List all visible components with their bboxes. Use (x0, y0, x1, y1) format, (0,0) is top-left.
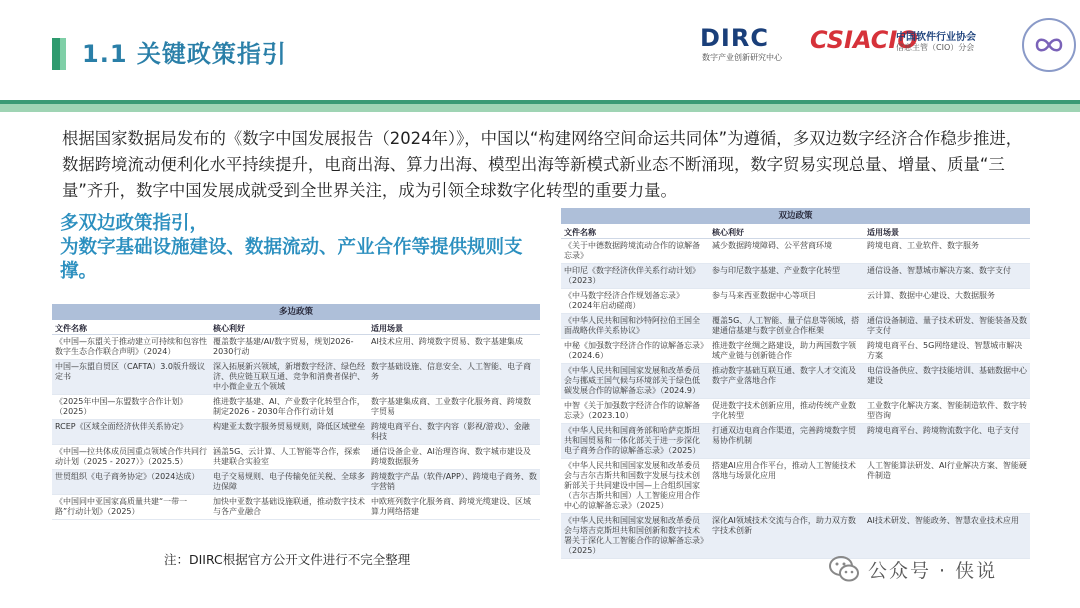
benefit-cell: 覆盖数字基建/AI/数字贸易，规划2026-2030行动 (213, 337, 354, 356)
table-row (52, 395, 540, 420)
bilateral-policy-table (561, 208, 1030, 568)
table-row (561, 264, 1030, 289)
policy-name-cell: 《中国—拉共体成员国重点领域合作共同行动计划（2025 - 2027）》（2025.5） (55, 447, 207, 466)
seal-logo-icon (1022, 18, 1076, 72)
table-row (52, 495, 540, 520)
benefit-cell: 参与印尼数字基建、产业数字化转型 (712, 266, 840, 275)
policy-name-cell: 《中华人民共和国国家发展和改革委员会与塔吉克斯坦共和国创新和数字技术署关于深化人工智能合作的谅解备忘录》（2025） (564, 516, 704, 555)
scenario-cell: AI技术应用、跨境数字贸易、数字基建集成 (371, 337, 523, 346)
policy-name-cell: 《中华人民共和国商务部和哈萨克斯坦共和国贸易和一体化部关于进一步深化电子商务合作的谅解备忘录》（2025） (564, 426, 701, 455)
scenario-cell: 云计算、数据中心建设、大数据服务 (867, 291, 995, 300)
policy-name-cell: 中印尼《数字经济伙伴关系行动计划》（2023） (564, 266, 700, 285)
benefit-cell: 覆盖5G、人工智能、量子信息等领域，搭建通信基建与数字创业合作框架 (712, 316, 860, 335)
title-accent-bar-light (60, 38, 66, 70)
csia-org-name: 中国软件行业协会 (896, 32, 976, 43)
table-body (561, 239, 1030, 559)
table-body (52, 335, 540, 520)
policy-name-cell: 《中国同中亚国家高质量共建“一带一路”行动计划》（2025） (55, 497, 188, 516)
benefit-cell: 深入拓展新兴领域，新增数字经济、绿色经济、供应链互联互通、竞争和消费者保护、中小微企业五个领域 (213, 362, 365, 391)
scenario-cell: 通信设备企业、AI治理咨询、数字城市建设及跨境数据服务 (371, 447, 531, 466)
page-header (0, 0, 1080, 100)
scenario-cell: 工业数字化解决方案、智能制造软件、数字转型咨询 (867, 401, 1027, 420)
table-row (561, 339, 1030, 364)
policy-name-cell: 《关于中德数据跨境流动合作的谅解备忘录》 (564, 241, 700, 260)
dirc-logo-subtitle: 数字产业创新研究中心 (702, 53, 782, 62)
scenario-cell: 数字基础设施、信息安全、人工智能、电子商务 (371, 362, 531, 381)
table-caption: 双边政策 (561, 208, 1030, 224)
intro-paragraph: 根据国家数据局发布的《数字中国发展报告（2024年）》，中国以“构建网络空间命运共同体”为遵循，多双边数字经济合作稳步推进，数据跨境流动便利化水平持续提升，电商出海、算力出海、模型出海等新模式新业态不断涌现，数字贸易实现总量、增量、质量“三量”齐升，数字中国发展成就受到全世界关注，成为引领全球数字化转型的重要力量。 (62, 129, 1023, 200)
policy-name-cell: 中秘《加强数字经济合作的谅解备忘录》（2024.6） (564, 341, 704, 360)
benefit-cell: 推进数字丝绸之路建设，助力两国数字领域产业链与创新链合作 (712, 341, 856, 360)
emphasis-line: 为数字基础设施建设、数据流动、产业合作等提供规则支撑。 (60, 237, 523, 282)
scenario-cell: 人工智能算法研发、AI行业解决方案、智能硬件制造 (867, 461, 1027, 480)
column-header: 适用场景 (867, 228, 899, 237)
benefit-cell: 构建亚太数字服务贸易规则，降低区域壁垒 (213, 422, 365, 431)
source-note: 注：DIIRC根据官方公开文件进行不完全整理 (164, 552, 411, 567)
dirc-logo-text: DIRC (700, 24, 769, 52)
table-row (52, 470, 540, 495)
benefit-cell: 参与马来西亚数据中心等项目 (712, 291, 816, 300)
table-row (561, 399, 1030, 424)
infinity-icon (1034, 36, 1064, 54)
table-header-row (52, 320, 540, 335)
benefit-cell: 电子交易规则、电子传输免征关税、全球多边保障 (213, 472, 365, 491)
scenario-cell: 通信设备、智慧城市解决方案、数字支付 (867, 266, 1011, 275)
csia-logo (810, 24, 1020, 68)
table-caption: 多边政策 (52, 304, 540, 320)
wechat-icon (828, 554, 860, 584)
policy-name-cell: 《2025年中国—东盟数字合作计划》（2025） (55, 397, 188, 416)
table-row (561, 239, 1030, 264)
policy-name-cell: 《中华人民共和国国家发展和改革委员会与挪威王国气候与环境部关于绿色低碳发展合作的谅解备忘录》（2024.9） (564, 366, 700, 395)
title-accent-bar (52, 38, 60, 70)
table-row (561, 514, 1030, 559)
csia-logo-mark: CSIACIO (810, 26, 918, 54)
scenario-cell: 跨境电商平台、5G网络建设、智慧城市解决方案 (867, 341, 1023, 360)
benefit-cell: 加快中亚数字基础设施联通，推动数字技术与各产业融合 (213, 497, 365, 516)
benefit-cell: 搭建AI应用合作平台，推动人工智能技术落地与场景化应用 (712, 461, 856, 480)
table-row (52, 420, 540, 445)
scenario-cell: 通信设备制造、量子技术研发、智能装备及数字支付 (867, 316, 1027, 335)
column-header: 文件名称 (564, 228, 596, 237)
scenario-cell: 跨境电商、工业软件、数字服务 (867, 241, 979, 250)
table-row (561, 364, 1030, 399)
scenario-cell: 跨境电商平台、数字内容（影视/游戏）、金融科技 (371, 422, 530, 441)
table-row (561, 424, 1030, 459)
policy-name-cell: 《中国—东盟关于推动建立可持续和包容性数字生态合作联合声明》（2024） (55, 337, 207, 356)
table-header-row (561, 224, 1030, 239)
benefit-cell: 打通双边电商合作渠道，完善跨境数字贸易协作机制 (712, 426, 856, 445)
policy-name-cell: 《中马数字经济合作规划备忘录》（2024年启动磋商） (564, 291, 684, 310)
table-row (561, 314, 1030, 339)
multilateral-policy-table (52, 304, 540, 540)
scenario-cell: AI技术研发、智能政务、智慧农业技术应用 (867, 516, 1019, 525)
scenario-cell: 电信设备供应、数字技能培训、基础数据中心建设 (867, 366, 1027, 385)
dirc-logo (700, 24, 800, 68)
emphasis-text (60, 212, 540, 284)
scenario-cell: 中欧班列数字化服务商、跨境光缆建设、区域算力网络搭建 (371, 497, 531, 516)
benefit-cell: 涵盖5G、云计算、人工智能等合作，探索共建联合实验室 (213, 447, 361, 466)
benefit-cell: 减少数据跨境障碍、公平营商环境 (712, 241, 832, 250)
scenario-cell: 跨境数字产品（软件/APP）、跨境电子商务、数字营销 (371, 472, 537, 491)
scenario-cell: 数字基建集成商、工业数字化服务商、跨境数字贸易 (371, 397, 531, 416)
benefit-cell: 促进数字技术创新应用，推动传统产业数字化转型 (712, 401, 856, 420)
policy-name-cell: 《中华人民共和国国家发展和改革委员会与吉尔吉斯共和国数字发展与技术创新部关于共同建设中国—上合组织国家（吉尔吉斯共和国）人工智能应用合作中心的谅解备忘录》（2025） (564, 461, 700, 510)
scenario-cell: 跨境电商平台、跨境物流数字化、电子支付 (867, 426, 1019, 435)
column-header: 核心利好 (213, 324, 245, 333)
table-row (561, 289, 1030, 314)
policy-name-cell: 《中华人民共和国和沙特阿拉伯王国全面战略伙伴关系协议》 (564, 316, 700, 335)
column-header: 文件名称 (55, 324, 87, 333)
policy-name-cell: 中智《关于加强数字经济合作的谅解备忘录》（2023.10） (564, 401, 700, 420)
benefit-cell: 推动数字基础互联互通、数字人才交流及数字产业落地合作 (712, 366, 856, 385)
table-row (561, 459, 1030, 514)
policy-name-cell: RCEP《区域全面经济伙伴关系协定》 (55, 422, 188, 431)
table-row (52, 360, 540, 395)
table-row (52, 335, 540, 360)
csia-org-subtitle: 信息主管（CIO）分会 (896, 43, 975, 52)
page-title: 1.1 关键政策指引 (82, 40, 287, 68)
column-header: 适用场景 (371, 324, 403, 333)
watermark-text: 公众号 · 侠说 (868, 560, 998, 582)
emphasis-line: 多双边政策指引， (60, 213, 209, 234)
column-header: 核心利好 (712, 228, 744, 237)
policy-name-cell: 中国—东盟自贸区（CAFTA）3.0版升级议定书 (55, 362, 205, 381)
benefit-cell: 推进数字基建、AI、产业数字化转型合作，制定2026 - 2030年合作行动计划 (213, 397, 365, 416)
header-divider-light (0, 104, 1080, 112)
watermark (828, 554, 1058, 588)
policy-name-cell: 世贸组织《电子商务协定》（2024达成） (55, 472, 200, 481)
table-row (52, 445, 540, 470)
benefit-cell: 深化AI领域技术交流与合作，助力双方数字技术创新 (712, 516, 856, 535)
